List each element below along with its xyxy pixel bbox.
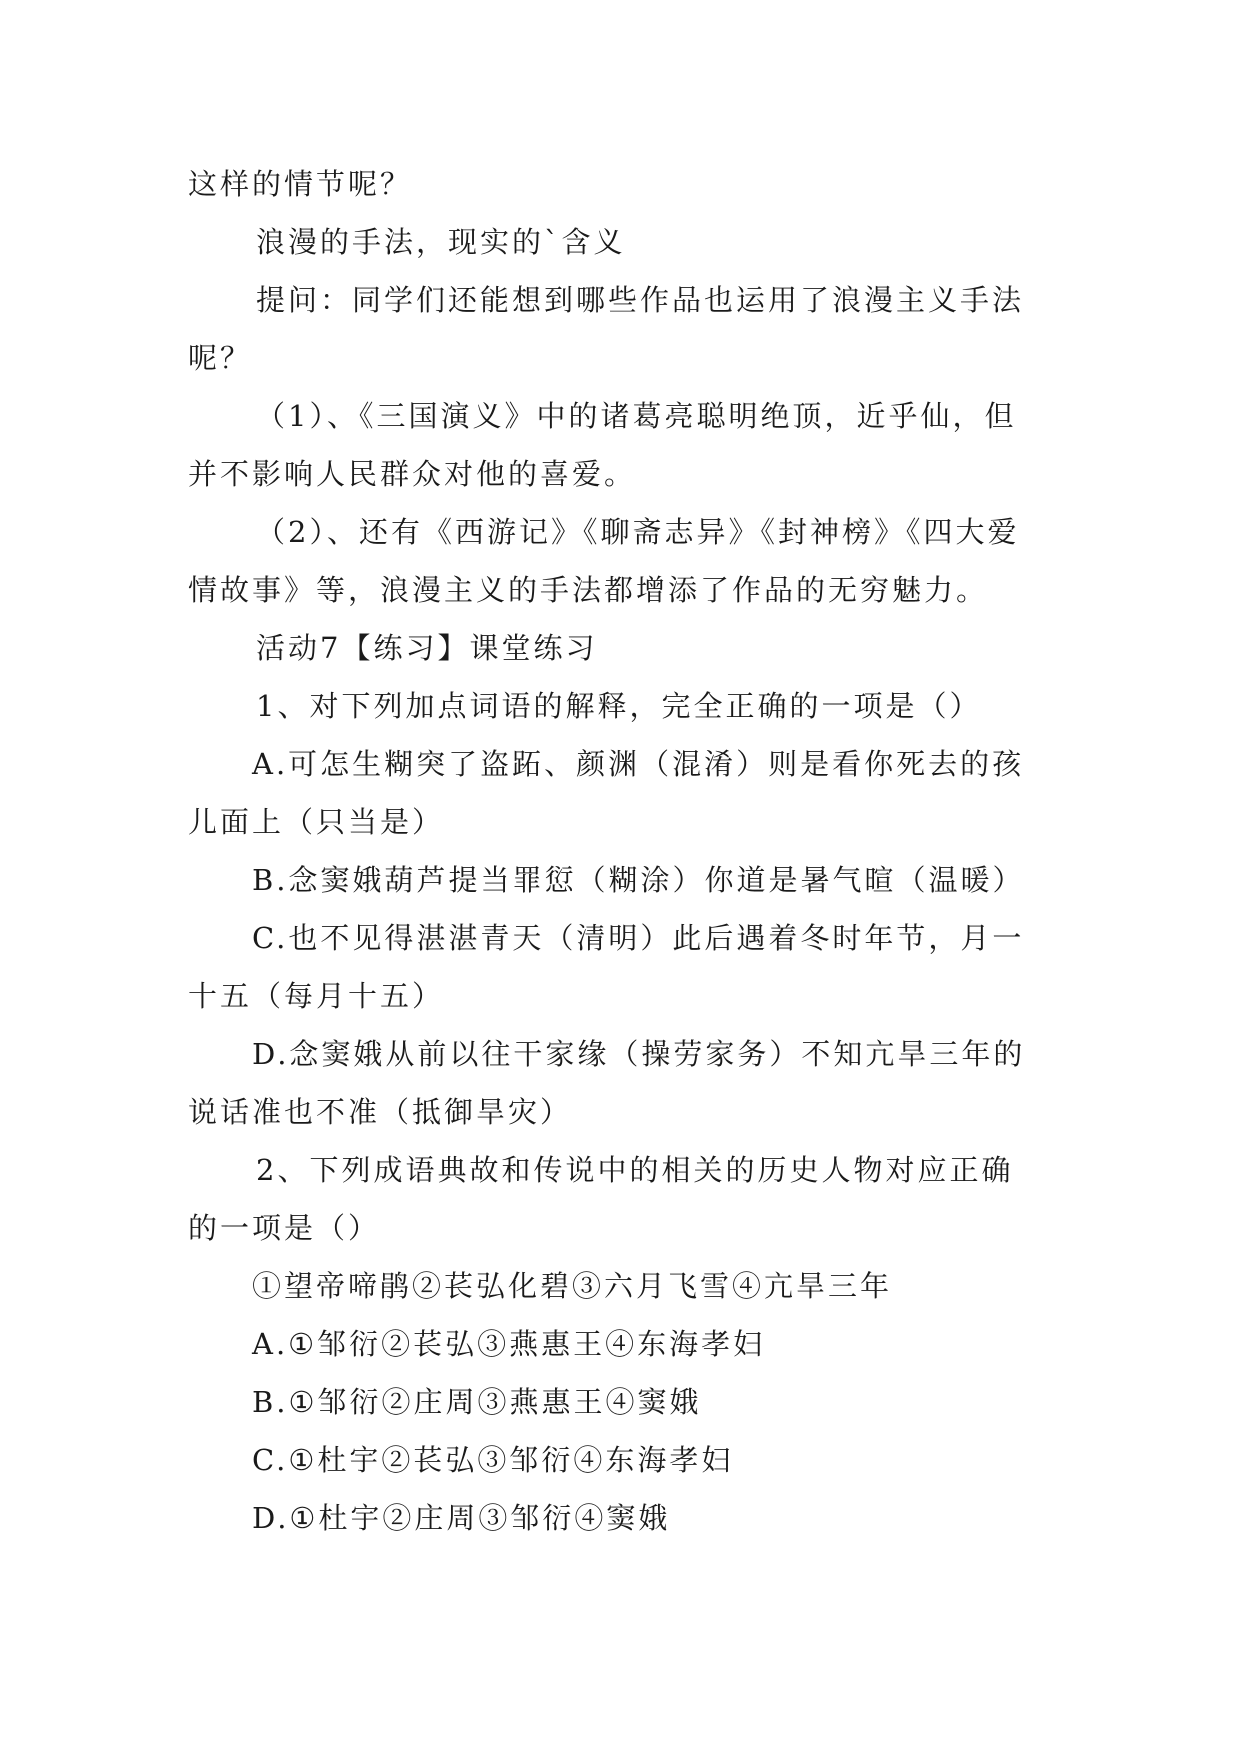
- text-line: 呢？: [188, 341, 253, 375]
- option-d: D.念窦娥从前以往干家缘（操劳家务）不知亢旱三年的: [252, 1037, 1026, 1071]
- question-2: 2、下列成语典故和传说中的相关的历史人物对应正确: [256, 1153, 1014, 1187]
- option-c: C.①杜宇②苌弘③邹衍④东海孝妇: [252, 1443, 734, 1477]
- section-heading: 活动7【练习】课堂练习: [256, 631, 598, 665]
- text-line: 提问：同学们还能想到哪些作品也运用了浪漫主义手法: [256, 283, 1025, 317]
- option-b: B.①邹衍②庄周③燕惠王④窦娥: [252, 1385, 702, 1419]
- text-line: 说话准也不准（抵御旱灾）: [188, 1095, 573, 1129]
- text-line: 儿面上（只当是）: [188, 805, 445, 839]
- option-b: B.念窦娥葫芦提当罪愆（糊涂）你道是暑气暄（温暖）: [252, 863, 1025, 897]
- option-c: C.也不见得湛湛青天（清明）此后遇着冬时年节，月一: [252, 921, 1025, 955]
- text-line: （1）、《三国演义》中的诸葛亮聪明绝顶，近乎仙，但: [256, 399, 1017, 433]
- idiom-list: ①望帝啼鹃②苌弘化碧③六月飞雪④亢旱三年: [252, 1269, 893, 1303]
- question-1: 1、对下列加点词语的解释，完全正确的一项是（）: [256, 689, 982, 723]
- option-a: A.可怎生糊突了盗跖、颜渊（混淆）则是看你死去的孩: [252, 747, 1025, 781]
- text-line: 十五（每月十五）: [188, 979, 445, 1013]
- text-line: （2）、还有《西游记》《聊斋志异》《封神榜》《四大爱: [256, 515, 1020, 549]
- text-line: 这样的情节呢？: [188, 167, 413, 201]
- option-d: D.①杜宇②庄周③邹衍④窦娥: [252, 1501, 671, 1535]
- text-line: 情故事》等，浪漫主义的手法都增添了作品的无穷魅力。: [188, 573, 989, 607]
- text-line: 并不影响人民群众对他的喜爱。: [188, 457, 637, 491]
- text-line: 浪漫的手法，现实的`含义: [256, 225, 626, 259]
- option-a: A.①邹衍②苌弘③燕惠王④东海孝妇: [252, 1327, 766, 1361]
- text-line: 的一项是（）: [188, 1211, 381, 1245]
